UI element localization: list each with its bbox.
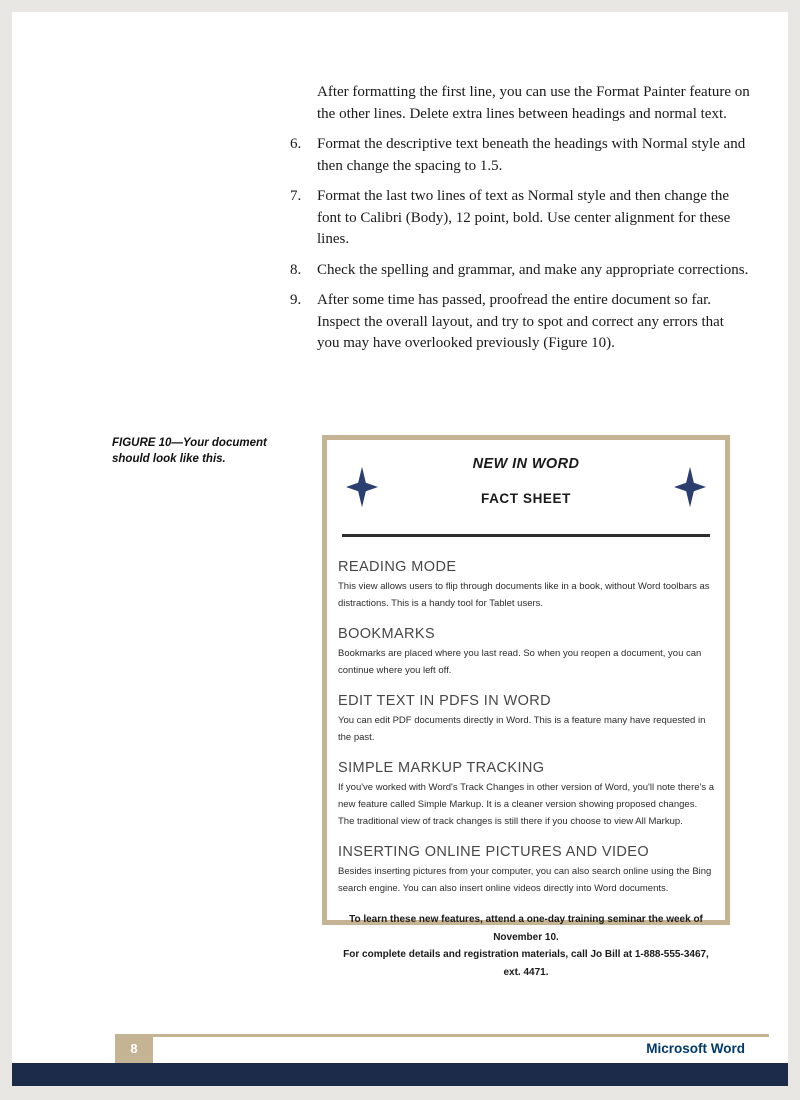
list-item [290, 134, 750, 177]
figure-section [338, 626, 714, 679]
figure-doc-title: NEW IN WORD [472, 456, 580, 472]
list-item-text: Check the spelling and grammar, and make any appropriate corrections. [317, 261, 749, 278]
figure-section [338, 559, 714, 612]
list-item-number: 7. [290, 188, 302, 204]
figure-section-heading: SIMPLE MARKUP TRACKING [338, 760, 545, 776]
figure-section [338, 844, 714, 897]
figure-footnote [334, 911, 718, 981]
list-item-text: Format the last two lines of text as Normal style and then change the font to Calibri (Body), 12 point, bold. Use center alignment for these lines. [317, 188, 731, 247]
figure-section-body: This view allows users to flip through documents like in a book, without Word toolbars as distractions. This is a handy tool for Tablet users. [338, 581, 710, 609]
figure-section [338, 693, 714, 746]
list-item [290, 260, 750, 282]
figure-footnote-line1: To learn these new features, attend a one-day training seminar the week of November 10. [349, 914, 703, 943]
figure-doc-subtitle: FACT SHEET [480, 491, 571, 506]
intro-paragraph: After formatting the first line, you can use the Format Painter feature on the other lines. Delete extra lines between headings and normal text. [317, 84, 750, 122]
figure-section-heading: INSERTING ONLINE PICTURES AND VIDEO [338, 844, 650, 860]
figure-10-document-preview [322, 435, 730, 978]
main-text-column [290, 82, 750, 364]
figure-divider [342, 534, 710, 537]
list-item-text: Format the descriptive text beneath the headings with Normal style and then change the spacing to 1.5. [317, 136, 746, 174]
figure-section-body: You can edit PDF documents directly in Word. This is a feature many have requested in the past. [338, 715, 706, 743]
list-item-number: 9. [290, 292, 302, 308]
figure-title-block [334, 440, 718, 522]
bottom-navy-bar [12, 1063, 788, 1086]
footer-book-title: Microsoft Word [646, 1041, 745, 1056]
figure-caption: FIGURE 10—Your document should look like this. [112, 437, 267, 465]
textbook-page [12, 12, 788, 1063]
compass-star-icon [346, 466, 378, 508]
figure-section [338, 760, 714, 830]
list-item-number: 8. [290, 261, 302, 278]
footer-rule [153, 1034, 769, 1037]
compass-star-icon [674, 466, 706, 508]
page-number-badge: 8 [115, 1034, 153, 1063]
list-item [290, 186, 750, 251]
figure-section-body: Besides inserting pictures from your computer, you can also search online using the Bing search engine. You can also insert online videos directly into Word documents. [338, 866, 712, 894]
figure-section-heading: BOOKMARKS [338, 626, 436, 642]
figure-section-body: Bookmarks are placed where you last read. So when you reopen a document, you can continue where you left off. [338, 648, 702, 676]
figure-section-heading: EDIT TEXT IN PDFS IN WORD [338, 693, 552, 709]
list-item [290, 290, 750, 355]
figure-section-body: If you've worked with Word's Track Changes in other version of Word, you'll note there's a new feature called Simple Markup. It is a cleaner version showing proposed changes. The traditional view of track changes is still there if you choose to view All Markup. [338, 782, 714, 827]
list-item-number: 6. [290, 136, 302, 152]
figure-footnote-line2: For complete details and registration materials, call Jo Bill at 1-888-555-3467, ext. 4471. [343, 949, 709, 978]
list-item-text: After some time has passed, proofread the entire document so far. Inspect the overall layout, and try to spot and correct any errors that you may have overlooked previously (Figure 10). [317, 292, 724, 351]
figure-section-heading: READING MODE [338, 559, 457, 575]
